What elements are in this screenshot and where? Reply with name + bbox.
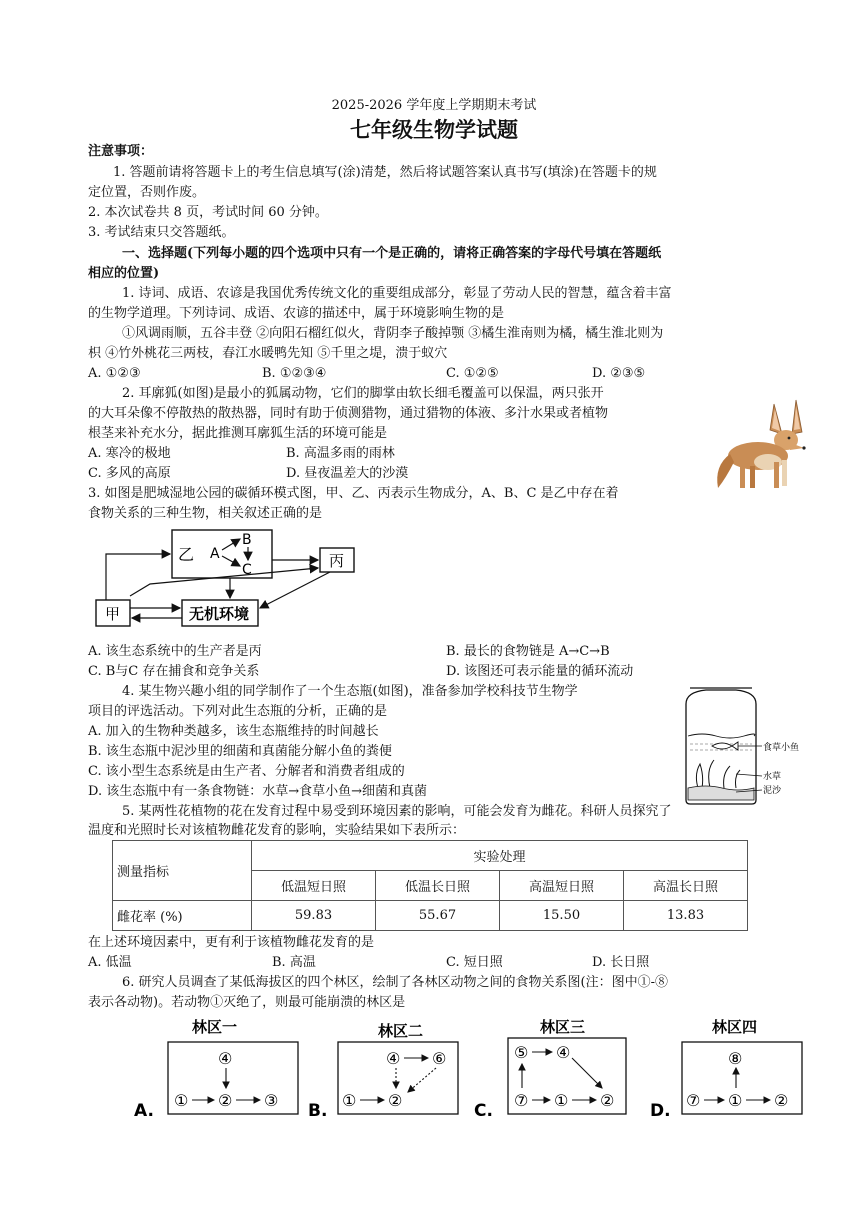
q2-option-c[interactable]: C. 多风的高原 — [88, 466, 171, 481]
panel-c-node: ⑤ — [514, 1043, 529, 1062]
panel-a-node: ④ — [218, 1049, 233, 1068]
q2-option-d[interactable]: D. 昼夜温差大的沙漠 — [286, 466, 409, 481]
panel-a-node: ① — [174, 1091, 189, 1110]
q5-option-d[interactable]: D. 长日照 — [592, 955, 650, 970]
panel-b-node: ⑥ — [432, 1049, 447, 1068]
table-header-cell: 低温长日照 — [376, 871, 500, 901]
notice-item-1a: 1. 答题前请将答题卡上的考生信息填写(涂)清楚，然后将试题答案认真书写(填涂)在答题卡的规 — [113, 165, 657, 180]
panel-c-node: ④ — [556, 1043, 571, 1062]
table-header-cell: 高温短日照 — [500, 871, 624, 901]
q5-option-c[interactable]: C. 短日照 — [446, 955, 503, 970]
table-cell: 55.67 — [376, 901, 500, 931]
fennec-fox-image — [712, 396, 808, 494]
notice-heading: 注意事项： — [88, 144, 154, 159]
panel-d-title: 林区四 — [712, 1018, 758, 1036]
q4-option-b[interactable]: B. 该生态瓶中泥沙里的细菌和真菌能分解小鱼的粪便 — [88, 744, 392, 759]
panel-c-letter[interactable]: C. — [474, 1101, 493, 1121]
q5-stem: 在上述环境因素中，更有利于该植物雌花发育的是 — [88, 935, 375, 950]
panel-d-letter[interactable]: D. — [650, 1101, 671, 1121]
notice-item-1b: 定位置，否则作废。 — [88, 185, 206, 200]
c-label: C — [242, 562, 252, 578]
panel-b-letter[interactable]: B. — [308, 1101, 328, 1121]
panel-b-title: 林区二 — [378, 1022, 424, 1040]
q2-option-a[interactable]: A. 寒冷的极地 — [88, 446, 171, 461]
panel-c-title: 林区三 — [540, 1018, 586, 1036]
section-heading-a: 一、选择题(下列每小题的四个选项中只有一个是正确的，请将正确答案的字母代号填在答题纸 — [122, 246, 662, 261]
q5-option-b[interactable]: B. 高温 — [272, 955, 316, 970]
table-cell: 13.83 — [624, 901, 748, 931]
q1-option-c[interactable]: C. ①②⑤ — [446, 366, 499, 381]
q1-line-3: ①风调雨顺，五谷丰登 ②向阳石榴红似火，背阴李子酸掉颚 ③橘生淮南则为橘，橘生淮北则为 — [122, 326, 664, 341]
table-header-cell: 低温短日照 — [252, 871, 376, 901]
q5-line-2: 温度和光照时长对该植物雌花发育的影响，实验结果如下表所示： — [88, 823, 466, 838]
q2-line-3: 根茎来补充水分，据此推测耳廓狐生活的环境可能是 — [88, 426, 388, 441]
q5-line-1: 5. 某两性花植物的花在发育过程中易受到环境因素的影响，可能会发育为雌花。科研人员探究了 — [122, 804, 672, 819]
q4-line-2: 项目的评选活动。下列对此生态瓶的分析，正确的是 — [88, 704, 388, 719]
exam-term: 2025-2026 学年度上学期期末考试 — [331, 98, 537, 113]
q1-option-b[interactable]: B. ①②③④ — [262, 366, 327, 381]
q3-option-c[interactable]: C. B与C 存在捕食和竞争关系 — [88, 664, 260, 679]
panel-b-node: ② — [388, 1091, 403, 1110]
table-cell: 59.83 — [252, 901, 376, 931]
panel-d-node: ⑦ — [686, 1091, 701, 1110]
q3-line-2: 食物关系的三种生物，相关叙述正确的是 — [88, 506, 323, 521]
panel-b-node: ④ — [386, 1049, 401, 1068]
q3-option-d[interactable]: D. 该图还可表示能量的循环流动 — [446, 664, 634, 679]
experiment-table — [112, 840, 748, 931]
panel-a-node: ② — [218, 1091, 233, 1110]
table-header-cell: 高温长日照 — [624, 871, 748, 901]
label-sand: 泥沙 — [763, 786, 782, 796]
q6-line-2: 表示各动物)。若动物①灭绝了，则最可能崩溃的林区是 — [88, 995, 406, 1010]
panel-c-node: ① — [554, 1091, 569, 1110]
q4-option-c[interactable]: C. 该小型生态系统是由生产者、分解者和消费者组成的 — [88, 764, 405, 779]
q1-line-1: 1. 诗词、成语、农谚是我国优秀传统文化的重要组成部分，彰显了劳动人民的智慧，蕴含着丰富 — [122, 286, 672, 301]
q2-line-1: 2. 耳廓狐(如图)是最小的狐属动物，它们的脚掌由软长细毛覆盖可以保温，两只张开 — [122, 386, 604, 401]
q2-line-2: 的大耳朵像不停散热的散热器，同时有助于侦测猎物，通过猎物的体液、多汁水果或者植物 — [88, 406, 609, 421]
section-heading-b: 相应的位置) — [88, 266, 160, 281]
panel-c-node: ② — [600, 1091, 615, 1110]
table-row-label: 雌花率 (%) — [113, 901, 252, 931]
eco-bottle-diagram — [676, 684, 806, 808]
label-fish: 食草小鱼 — [763, 743, 800, 753]
q5-option-a[interactable]: A. 低温 — [88, 955, 132, 970]
q3-line-1: 3. 如图是肥城湿地公园的碳循环模式图，甲、乙、丙表示生物成分，A、B、C 是乙中存在着 — [88, 486, 619, 501]
panel-a-title: 林区一 — [192, 1018, 238, 1036]
panel-c-node: ⑦ — [514, 1091, 529, 1110]
panel-d-node: ① — [728, 1091, 743, 1110]
panel-d-node: ② — [774, 1091, 789, 1110]
panel-a-letter[interactable]: A. — [134, 1101, 154, 1121]
forest-food-web-panels — [130, 1012, 810, 1122]
table-group-header: 实验处理 — [252, 841, 748, 871]
panel-b-node: ① — [342, 1091, 357, 1110]
q6-line-1: 6. 研究人员调查了某低海拔区的四个林区，绘制了各林区动物之间的食物关系图(注：图中①-⑧ — [122, 975, 669, 990]
q2-option-b[interactable]: B. 高温多雨的雨林 — [286, 446, 395, 461]
carbon-cycle-diagram — [90, 524, 370, 634]
page-title: 七年级生物学试题 — [350, 118, 518, 142]
yi-label: 乙 — [178, 545, 195, 564]
table-col-header: 测量指标 — [113, 841, 252, 901]
label-weed: 水草 — [763, 772, 782, 782]
panel-a-node: ③ — [264, 1091, 279, 1110]
q1-option-d[interactable]: D. ②③⑤ — [592, 366, 646, 381]
q1-option-a[interactable]: A. ①②③ — [88, 366, 141, 381]
table-row — [113, 901, 748, 931]
a-label: A — [210, 546, 220, 562]
jia-label: 甲 — [105, 605, 121, 623]
q1-line-4: 枳 ④竹外桃花三两枝，春江水暖鸭先知 ⑤千里之堤，溃于蚁穴 — [88, 346, 448, 361]
q4-option-d[interactable]: D. 该生态瓶中有一条食物链：水草→食草小鱼→细菌和真菌 — [88, 784, 428, 799]
env-label: 无机环境 — [189, 605, 250, 623]
q3-option-b[interactable]: B. 最长的食物链是 A→C→B — [446, 644, 610, 659]
q3-option-a[interactable]: A. 该生态系统中的生产者是丙 — [88, 644, 262, 659]
panel-d-node: ⑧ — [728, 1049, 743, 1068]
notice-item-2: 2. 本次试卷共 8 页，考试时间 60 分钟。 — [88, 205, 328, 220]
b-label: B — [242, 532, 252, 548]
table-cell: 15.50 — [500, 901, 624, 931]
notice-item-3: 3. 考试结束只交答题纸。 — [88, 225, 235, 240]
q4-line-1: 4. 某生物兴趣小组的同学制作了一个生态瓶(如图)，准备参加学校科技节生物学 — [122, 684, 578, 699]
q1-line-2: 的生物学道理。下列诗词、成语、农谚的描述中，属于环境影响生物的是 — [88, 306, 505, 321]
q4-option-a[interactable]: A. 加入的生物种类越多，该生态瓶维持的时间越长 — [88, 724, 379, 739]
bing-label: 丙 — [329, 552, 345, 570]
